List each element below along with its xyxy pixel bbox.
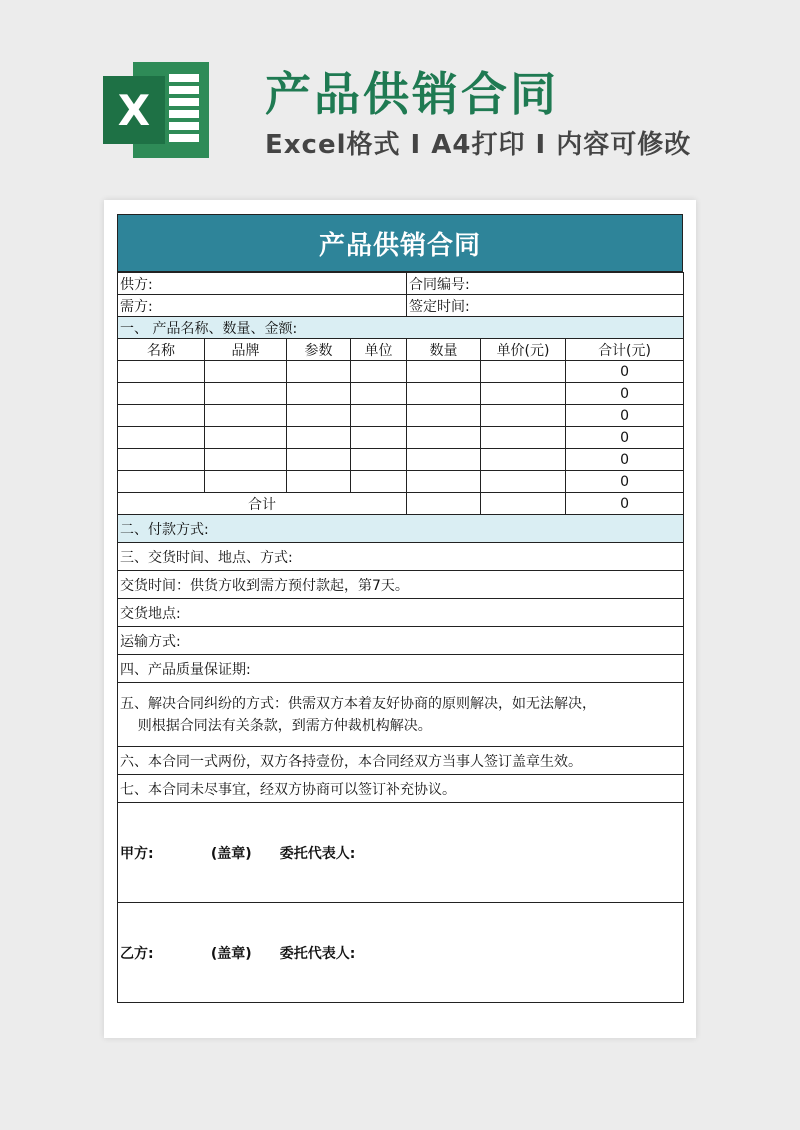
cell-total[interactable]: 0 <box>566 405 684 427</box>
transport-field[interactable]: 运输方式: <box>118 627 684 655</box>
cell-brand[interactable] <box>205 471 287 493</box>
cell-total[interactable]: 0 <box>566 449 684 471</box>
cell-price[interactable] <box>481 383 566 405</box>
cell-unit[interactable] <box>351 361 407 383</box>
supplier-field[interactable]: 供方: <box>118 273 407 295</box>
buyer-row <box>118 295 684 317</box>
table-row <box>118 361 684 383</box>
cell-qty[interactable] <box>407 361 481 383</box>
party-b-signature-block[interactable] <box>118 903 684 1003</box>
cell-total[interactable]: 0 <box>566 383 684 405</box>
cell-price[interactable] <box>481 405 566 427</box>
sign-date-field[interactable]: 签定时间: <box>407 295 684 317</box>
table-row <box>118 383 684 405</box>
cell-qty[interactable] <box>407 449 481 471</box>
excel-logo-icon <box>103 62 209 158</box>
dispute-clause <box>118 683 684 747</box>
cell-price[interactable] <box>481 427 566 449</box>
cell-param[interactable] <box>287 383 351 405</box>
excel-x-badge: X <box>103 76 165 144</box>
banner-title: 产品供销合同 <box>265 67 559 121</box>
cell-total[interactable]: 0 <box>566 361 684 383</box>
col-header-qty: 数量 <box>407 339 481 361</box>
cell-name[interactable] <box>118 405 205 427</box>
sum-label: 合计 <box>118 493 407 515</box>
sum-price[interactable] <box>481 493 566 515</box>
cell-price[interactable] <box>481 361 566 383</box>
cell-price[interactable] <box>481 449 566 471</box>
section-products-heading: 一、 产品名称、数量、金额: <box>118 317 684 339</box>
cell-brand[interactable] <box>205 449 287 471</box>
cell-name[interactable] <box>118 383 205 405</box>
party-a-rep-label: 委托代表人: <box>279 845 356 862</box>
party-a-label: 甲方: <box>120 845 154 862</box>
cell-name[interactable] <box>118 471 205 493</box>
cell-unit[interactable] <box>351 405 407 427</box>
col-header-brand: 品牌 <box>205 339 287 361</box>
col-header-param: 参数 <box>287 339 351 361</box>
cell-brand[interactable] <box>205 383 287 405</box>
party-b-label: 乙方: <box>120 945 154 962</box>
cell-param[interactable] <box>287 405 351 427</box>
cell-price[interactable] <box>481 471 566 493</box>
sum-row <box>118 493 684 515</box>
section-delivery-heading: 三、交货时间、地点、方式: <box>118 543 684 571</box>
section-payment-heading: 二、付款方式: <box>118 515 684 543</box>
supplement-clause: 七、本合同未尽事宜，经双方协商可以签订补充协议。 <box>118 775 684 803</box>
cell-name[interactable] <box>118 449 205 471</box>
sum-value[interactable]: 0 <box>566 493 684 515</box>
party-b-seal-label: (盖章) <box>210 945 252 962</box>
sum-qty[interactable] <box>407 493 481 515</box>
cell-qty[interactable] <box>407 405 481 427</box>
banner-subtitle: Excel格式 I A4打印 I 内容可修改 <box>265 130 692 160</box>
cell-name[interactable] <box>118 427 205 449</box>
delivery-time-field[interactable]: 交货时间：供货方收到需方预付款起，第7天。 <box>118 571 684 599</box>
party-a-seal-label: (盖章) <box>210 845 252 862</box>
dispute-line-2: 则根据合同法有关条款，到需方仲裁机构解决。 <box>120 717 432 734</box>
table-row <box>118 405 684 427</box>
table-row <box>118 471 684 493</box>
table-row <box>118 427 684 449</box>
cell-param[interactable] <box>287 427 351 449</box>
cell-unit[interactable] <box>351 383 407 405</box>
supplier-row <box>118 273 684 295</box>
cell-total[interactable]: 0 <box>566 427 684 449</box>
cell-name[interactable] <box>118 361 205 383</box>
cell-unit[interactable] <box>351 449 407 471</box>
table-row <box>118 449 684 471</box>
dispute-line-1: 五、解决合同纠纷的方式：供需双方本着友好协商的原则解决，如无法解决， <box>120 695 596 712</box>
cell-brand[interactable] <box>205 427 287 449</box>
delivery-place-field[interactable]: 交货地点: <box>118 599 684 627</box>
cell-param[interactable] <box>287 449 351 471</box>
copies-clause: 六、本合同一式两份，双方各持壹份，本合同经双方当事人签订盖章生效。 <box>118 747 684 775</box>
cell-total[interactable]: 0 <box>566 471 684 493</box>
cell-qty[interactable] <box>407 471 481 493</box>
cell-brand[interactable] <box>205 405 287 427</box>
party-b-rep-label: 委托代表人: <box>279 945 356 962</box>
party-a-signature-block[interactable] <box>118 803 684 903</box>
col-header-price: 单价(元) <box>481 339 566 361</box>
col-header-name: 名称 <box>118 339 205 361</box>
cell-brand[interactable] <box>205 361 287 383</box>
contract-number-field[interactable]: 合同编号: <box>407 273 684 295</box>
cell-unit[interactable] <box>351 471 407 493</box>
cell-param[interactable] <box>287 361 351 383</box>
col-header-total: 合计(元) <box>566 339 684 361</box>
col-header-unit: 单位 <box>351 339 407 361</box>
cell-qty[interactable] <box>407 383 481 405</box>
cell-param[interactable] <box>287 471 351 493</box>
contract-table <box>117 272 684 1003</box>
document-heading: 产品供销合同 <box>117 214 683 272</box>
buyer-field[interactable]: 需方: <box>118 295 407 317</box>
cell-unit[interactable] <box>351 427 407 449</box>
cell-qty[interactable] <box>407 427 481 449</box>
table-header-row <box>118 339 684 361</box>
warranty-field[interactable]: 四、产品质量保证期: <box>118 655 684 683</box>
